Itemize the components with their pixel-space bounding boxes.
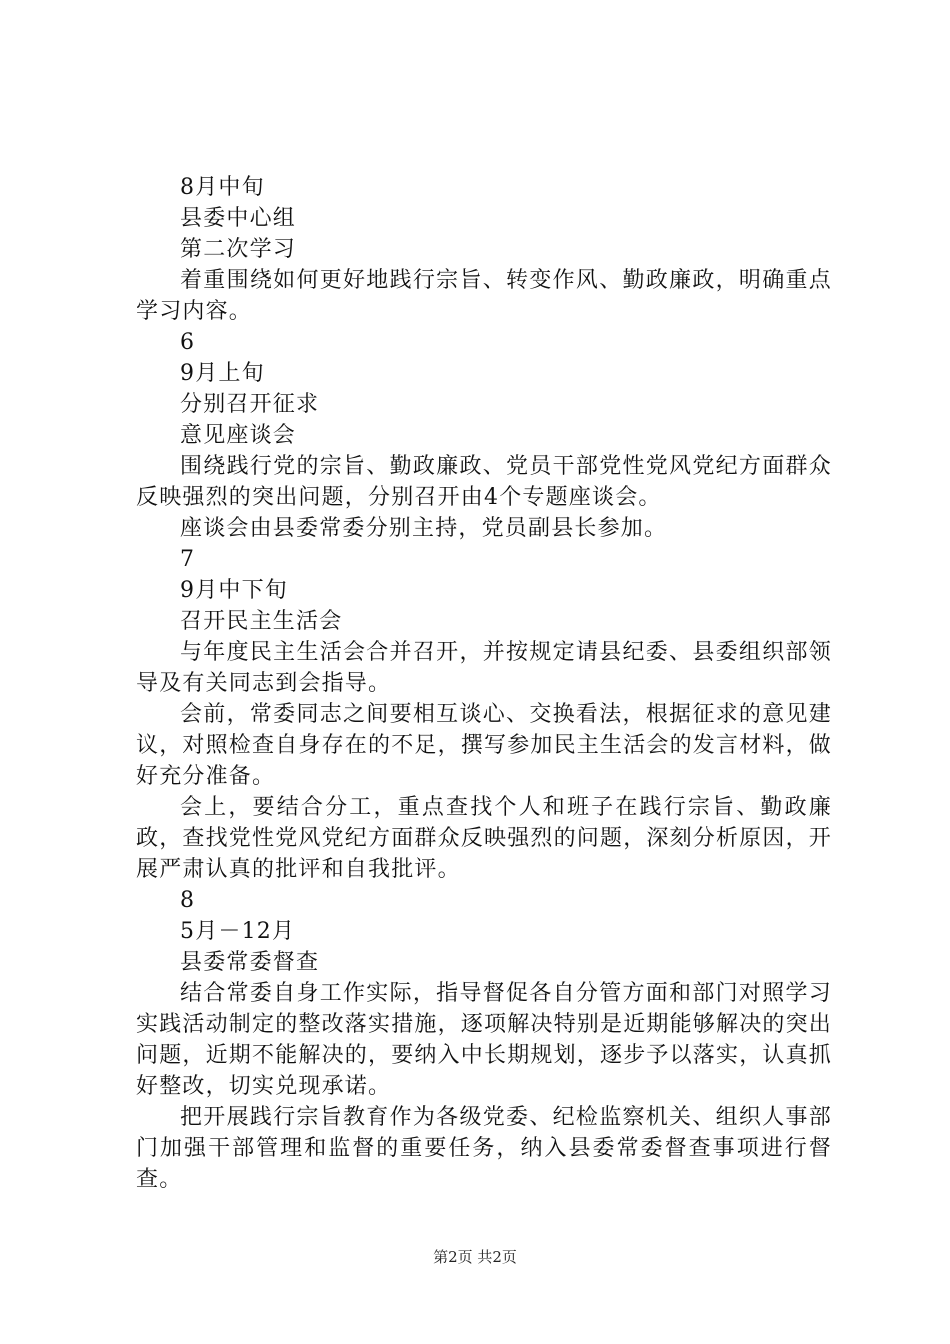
item-number: 8 — [180, 888, 196, 913]
paragraph: 把开展践行宗旨教育作为各级党委、纪检监察机关、组织人事部门加强干部管理和监督的重要任务，纳入县委常委督查事项进行督查。 — [136, 1105, 832, 1192]
schedule-subject: 县委中心组 — [180, 206, 297, 231]
schedule-activity-continued: 意见座谈会 — [180, 423, 297, 448]
paragraph: 着重围绕如何更好地践行宗旨、转变作风、勤政廉政，明确重点学习内容。 — [136, 268, 832, 324]
paragraph: 座谈会由县委常委分别主持，党员副县长参加。 — [180, 516, 668, 541]
schedule-activity: 县委常委督查 — [180, 950, 320, 975]
schedule-time: 9月上旬 — [180, 361, 265, 386]
schedule-activity: 召开民主生活会 — [180, 609, 343, 634]
item-number: 7 — [180, 547, 196, 572]
item-number: 6 — [180, 330, 196, 355]
paragraph: 与年度民主生活会合并召开，并按规定请县纪委、县委组织部领导及有关同志到会指导。 — [136, 640, 832, 696]
document-body — [136, 172, 832, 1195]
schedule-time: 9月中下旬 — [180, 578, 288, 603]
paragraph: 围绕践行党的宗旨、勤政廉政、党员干部党性党风党纪方面群众反映强烈的突出问题，分别召开由4个专题座谈会。 — [136, 454, 832, 510]
page-number-footer: 第2页 共2页 — [433, 1248, 517, 1266]
schedule-time: 5月－12月 — [180, 919, 296, 944]
paragraph: 会前，常委同志之间要相互谈心、交换看法，根据征求的意见建议，对照检查自身存在的不足，撰写参加民主生活会的发言材料，做好充分准备。 — [136, 702, 833, 789]
paragraph: 结合常委自身工作实际，指导督促各自分管方面和部门对照学习实践活动制定的整改落实措施，逐项解决特别是近期能够解决的突出问题，近期不能解决的，要纳入中长期规划，逐步予以落实，认真抓好整改，切实兑现承诺。 — [136, 981, 833, 1099]
schedule-activity: 分别召开征求 — [180, 392, 320, 417]
paragraph: 会上，要结合分工，重点查找个人和班子在践行宗旨、勤政廉政，查找党性党风党纪方面群众反映强烈的问题，深刻分析原因，开展严肃认真的批评和自我批评。 — [136, 795, 833, 882]
schedule-activity: 第二次学习 — [180, 237, 297, 262]
schedule-time: 8月中旬 — [180, 175, 265, 200]
